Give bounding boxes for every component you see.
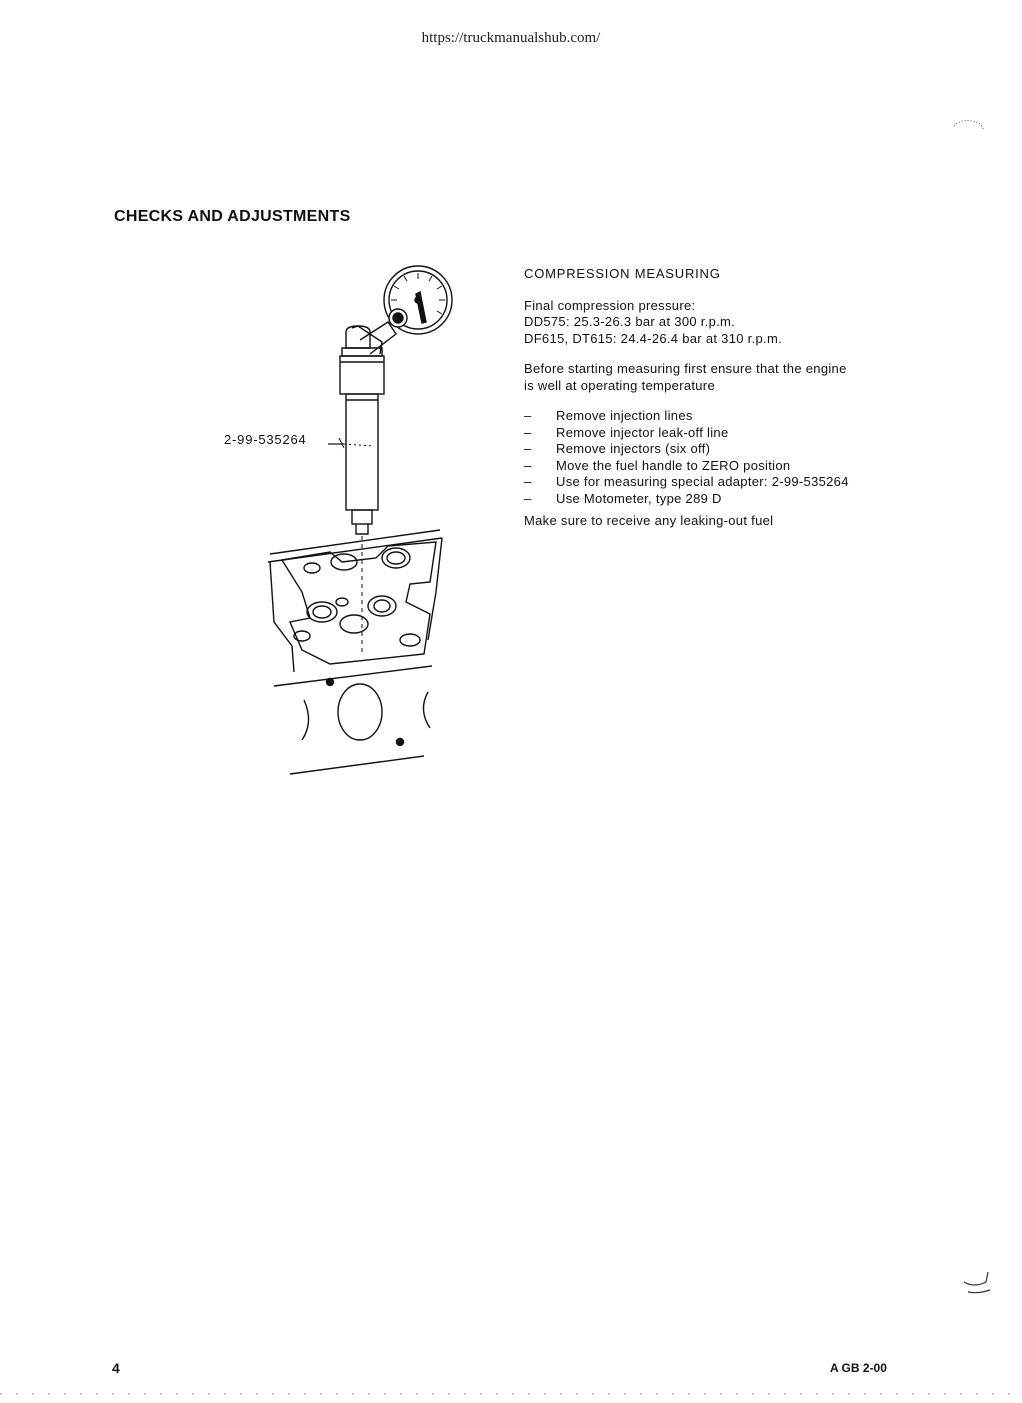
dash-bullet: – xyxy=(524,441,532,456)
fuel-note: Make sure to receive any leaking-out fuel xyxy=(524,513,774,528)
dash-bullet: – xyxy=(524,424,532,440)
steps-list xyxy=(524,408,904,507)
step-item xyxy=(524,458,904,475)
scan-artifact xyxy=(0,1390,1022,1400)
part-number-label: 2-99-535264 xyxy=(224,432,307,447)
dash-bullet: – xyxy=(524,408,532,423)
scan-artifact xyxy=(950,112,990,152)
step-item xyxy=(524,474,904,491)
scan-artifact xyxy=(960,1268,996,1298)
procedure-title: COMPRESSION MEASURING xyxy=(524,266,721,281)
step-text: Use for measuring special adapter: 2-99-535264 xyxy=(556,474,849,489)
dash-bullet: – xyxy=(524,474,532,489)
step-text: Remove injection lines xyxy=(556,408,693,423)
step-item xyxy=(524,441,904,458)
spec-line: DF615, DT615: 24.4-26.4 bar at 310 r.p.m. xyxy=(524,330,782,346)
dash-bullet: – xyxy=(524,490,532,506)
step-text: Use Motometer, type 289 D xyxy=(556,490,722,506)
pressure-gauge xyxy=(384,266,452,334)
compression-spec xyxy=(524,298,904,348)
spec-line: Final compression pressure: xyxy=(524,297,696,313)
step-text: Move the fuel handle to ZERO position xyxy=(556,457,791,473)
compression-tester-illustration xyxy=(210,262,470,782)
step-text: Remove injector leak-off line xyxy=(556,424,729,440)
step-item xyxy=(524,425,904,442)
spec-line: DD575: 25.3-26.3 bar at 300 r.p.m. xyxy=(524,314,736,329)
step-item xyxy=(524,408,904,425)
step-item xyxy=(524,491,904,508)
dash-bullet: – xyxy=(524,457,532,473)
step-text: Remove injectors (six off) xyxy=(556,441,711,456)
page-number: 4 xyxy=(112,1360,120,1376)
source-url[interactable]: https://truckmanualshub.com/ xyxy=(421,30,601,46)
document-code: A GB 2-00 xyxy=(830,1361,887,1375)
intro-line: is well at operating temperature xyxy=(524,377,715,393)
intro-line: Before starting measuring first ensure that the engine xyxy=(524,361,847,376)
intro-paragraph xyxy=(524,361,904,394)
section-title: CHECKS AND ADJUSTMENTS xyxy=(114,208,351,225)
procedure-column xyxy=(524,266,904,530)
